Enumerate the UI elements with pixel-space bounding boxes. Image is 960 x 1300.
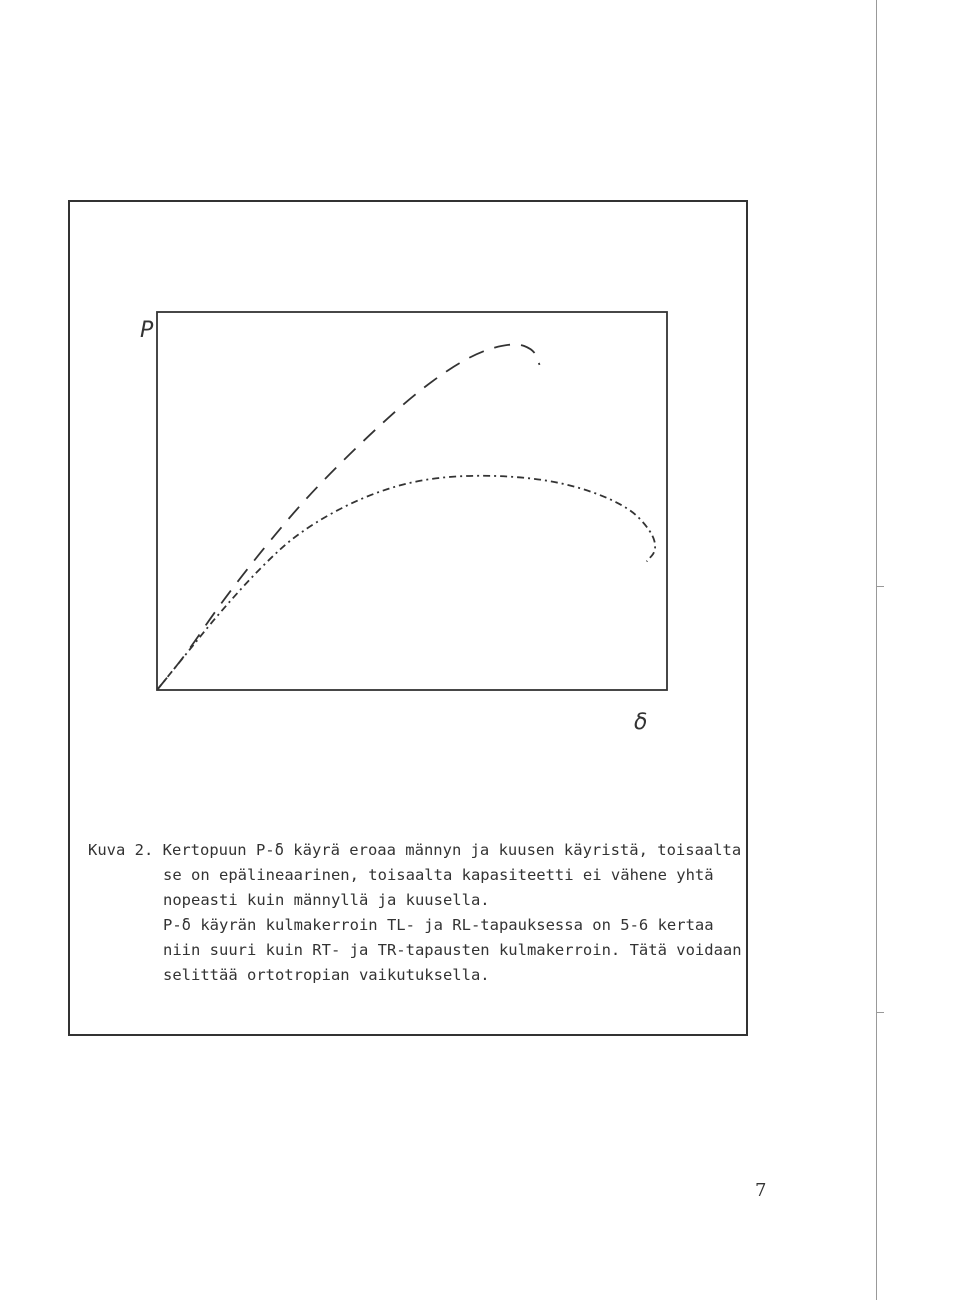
series-layer: [157, 344, 655, 690]
figure-caption: [88, 838, 742, 988]
x-axis-label: δ: [634, 710, 648, 735]
caption-line-2: se on epälineaarinen, toisaalta kapasiteetti ei vähene yhtä: [163, 866, 714, 884]
caption-line-5: niin suuri kuin RT- ja TR-tapausten kulmakerroin. Tätä voidaan: [163, 941, 742, 959]
y-axis-label: P: [140, 318, 154, 343]
caption-line-1: Kuva 2. Kertopuun P-δ käyrä eroaa männyn ja kuusen käyristä, toisaalta: [88, 841, 742, 859]
caption-line-6: selittää ortotropian vaikutuksella.: [163, 966, 490, 984]
caption-line-4: P-δ käyrän kulmakerroin TL- ja RL-tapauksessa on 5-6 kertaa: [163, 916, 714, 934]
series-line-2: [157, 476, 655, 690]
page-number: 7: [755, 1180, 767, 1201]
plot-area-border: [157, 312, 667, 690]
series-line-1: [157, 344, 540, 690]
caption-line-3: nopeasti kuin männyllä ja kuusella.: [163, 891, 490, 909]
